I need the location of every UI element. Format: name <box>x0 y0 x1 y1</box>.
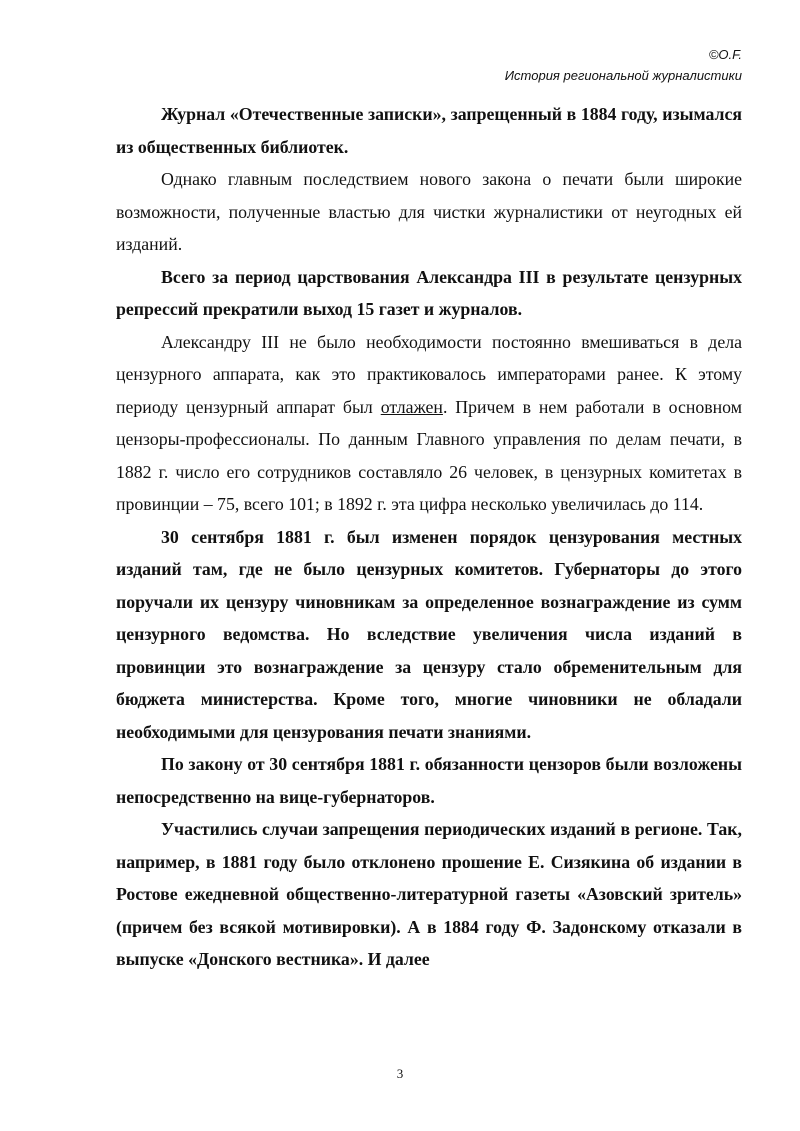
running-header <box>342 44 742 86</box>
page-body <box>116 98 742 976</box>
header-course-title: История региональной журналистики <box>504 68 742 83</box>
paragraph: Журнал «Отечественные записки», запрещенный в 1884 году, изымался из общественных библиотек. <box>116 104 742 157</box>
paragraph <box>116 326 742 521</box>
underlined-word: отлажен <box>380 396 443 417</box>
paragraph-text: . Причем в нем работали в основном цензоры-профессионалы. По данным Главного управления по делам печати, в 1882 г. число его сотрудников составляло 26 человек, в цензурных комитетах в провинции – 75, всего 101; в 1892 г. эта цифра несколько увеличилась до 114. <box>116 396 742 514</box>
paragraph: Участились случаи запрещения периодических изданий в регионе. Так, например, в 1881 году было отклонено прошение Е. Сизякина об издании в Ростове ежедневной общественно-литературной газеты «Азовский зритель» (причем без всякой мотивировки). А в 1884 году Ф. Задонскому отказали в выпуске «Донского вестника». И далее <box>116 819 742 969</box>
paragraph: Всего за период царствования Александра III в результате цензурных репрессий прекратили выход 15 газет и журналов. <box>116 266 742 319</box>
paragraph: 30 сентября 1881 г. был изменен порядок цензурования местных изданий там, где не было цензурных комитетов. Губернаторы до этого поручали их цензуру чиновникам за определенное вознаграждение из сумм цензурного ведомства. Но вследствие увеличения числа изданий в провинции это вознаграждение за цензуру стало обременительным для бюджета министерства. Кроме того, многие чиновники не обладали необходимыми для цензурования печати знаниями. <box>116 526 742 742</box>
paragraph: Однако главным последствием нового закона о печати были широкие возможности, полученные властью для чистки журналистики от неугодных ей изданий. <box>116 169 742 254</box>
paragraph-text: Александру III не было необходимости постоянно вмешиваться в дела цензурного аппарата, как это практиковалось императорами ранее. К этому периоду цензурный аппарат был <box>116 331 742 417</box>
header-copyright: ©O.F. <box>708 47 742 62</box>
paragraph: По закону от 30 сентября 1881 г. обязанности цензоров были возложены непосредственно на вице-губернаторов. <box>116 754 742 807</box>
page-number: 3 <box>396 1066 404 1081</box>
